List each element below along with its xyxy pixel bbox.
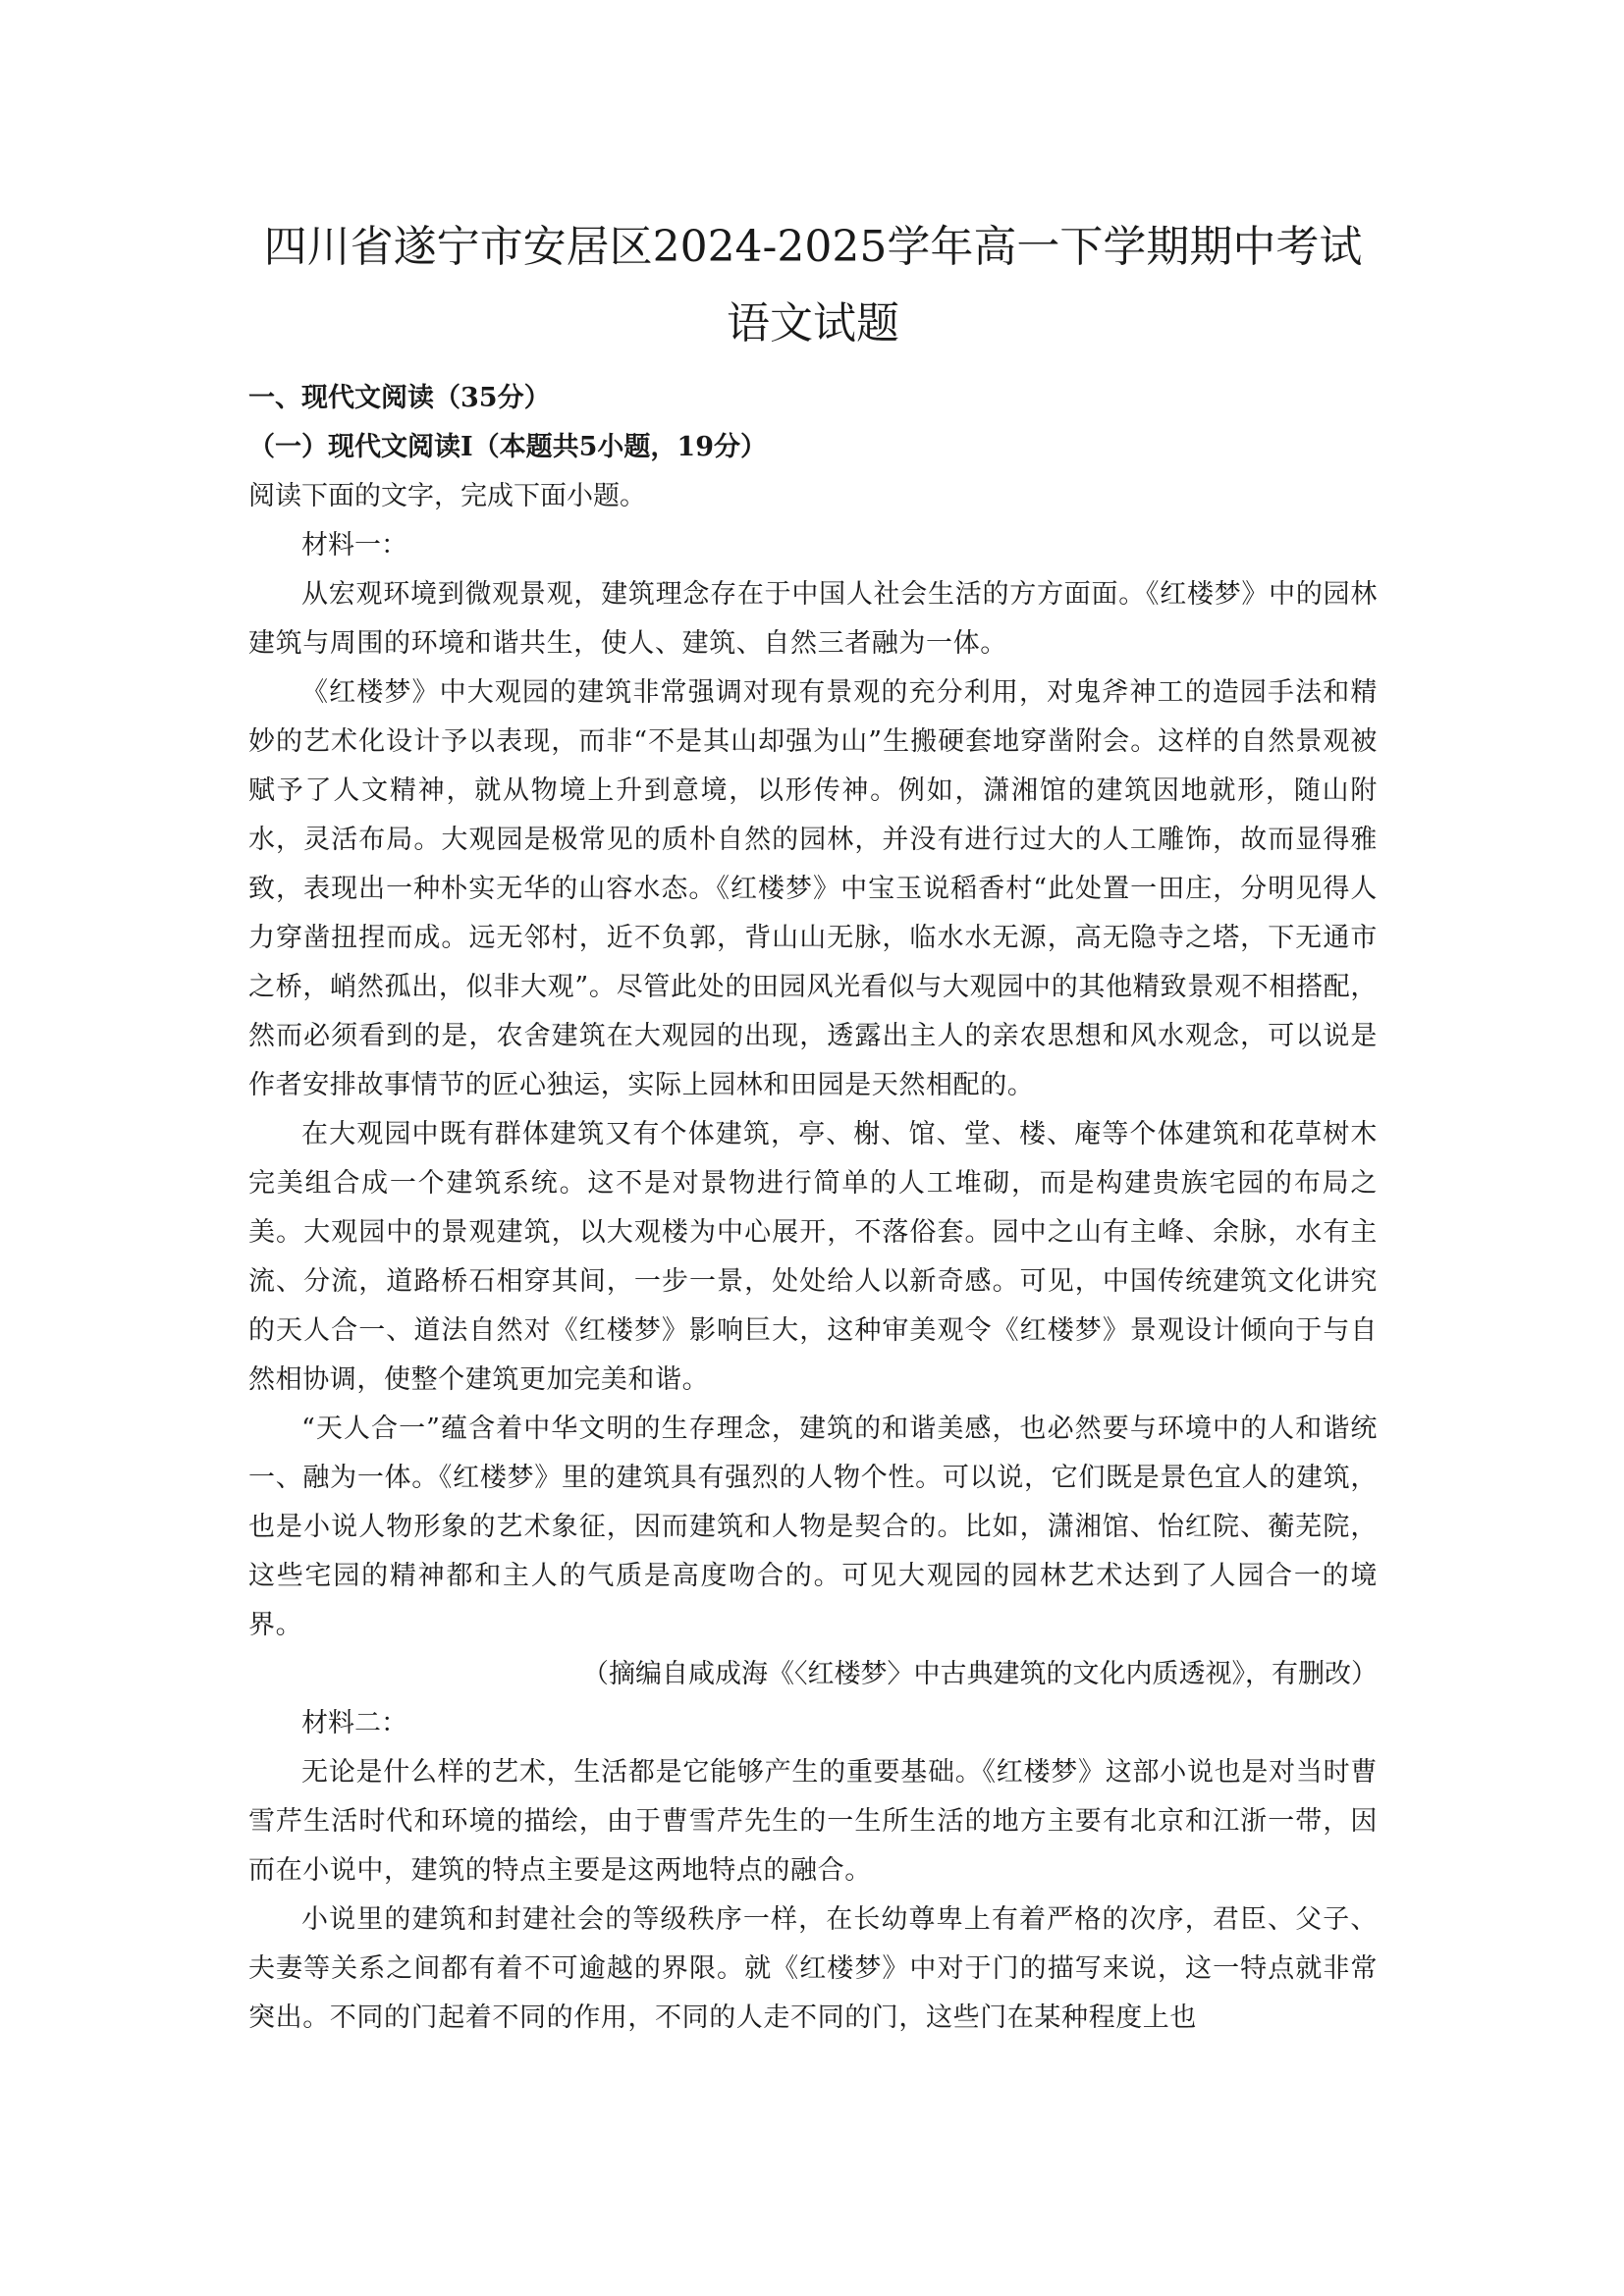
material-one-paragraph-4: “天人合一”蕴含着中华文明的生存理念，建筑的和谐美感，也必然要与环境中的人和谐统一、融为一体。《红楼梦》里的建筑具有强烈的人物个性。可以说，它们既是景色宜人的建筑，也是小说人物形象的艺术象征，因而建筑和人物是契合的。比如，潇湘馆、怡红院、蘅芜院，这些宅园的精神都和主人的气质是高度吻合的。可见大观园的园林艺术达到了人园合一的境界。 bbox=[248, 1414, 1378, 1640]
material-one-label: 材料一： bbox=[301, 530, 407, 561]
material-two-label: 材料二： bbox=[301, 1708, 407, 1738]
reading-instruction: 阅读下面的文字，完成下面小题。 bbox=[248, 481, 646, 511]
material-two-paragraph-1: 无论是什么样的艺术，生活都是它能够产生的重要基础。《红楼梦》这部小说也是对当时曹雪芹生活时代和环境的描绘，由于曹雪芹先生的一生所生活的地方主要有北京和江浙一带，因而在小说中，建筑的特点主要是这两地特点的融合。 bbox=[248, 1757, 1378, 1886]
material-one-paragraph-3: 在大观园中既有群体建筑又有个体建筑，亭、榭、馆、堂、楼、庵等个体建筑和花草树木完美组合成一个建筑系统。这不是对景物进行简单的人工堆砌，而是构建贵族宅园的布局之美。大观园中的景观建筑，以大观楼为中心展开，不落俗套。园中之山有主峰、余脉，水有主流、分流，道路桥石相穿其间，一步一景，处处给人以新奇感。可见，中国传统建筑文化讲究的天人合一、道法自然对《红楼梦》影响巨大，这种审美观令《红楼梦》景观设计倾向于与自然相协调，使整个建筑更加完美和谐。 bbox=[248, 1119, 1378, 1395]
section-heading: 一、现代文阅读（35分） bbox=[248, 383, 551, 413]
material-one-paragraph-1: 从宏观环境到微观景观，建筑理念存在于中国人社会生活的方方面面。《红楼梦》中的园林建筑与周围的环境和谐共生，使人、建筑、自然三者融为一体。 bbox=[248, 579, 1378, 659]
document-page bbox=[248, 209, 1378, 2043]
sub-heading: （一）现代文阅读I（本题共5小题，19分） bbox=[248, 432, 767, 462]
material-two-paragraph-2: 小说里的建筑和封建社会的等级秩序一样，在长幼尊卑上有着严格的次序，君臣、父子、夫妻等关系之间都有着不可逾越的界限。就《红楼梦》中对于门的描写来说，这一特点就非常突出。不同的门起着不同的作用，不同的人走不同的门，这些门在某种程度上也 bbox=[248, 1904, 1378, 2033]
material-one-paragraph-2: 《红楼梦》中大观园的建筑非常强调对现有景观的充分利用，对鬼斧神工的造园手法和精妙的艺术化设计予以表现，而非“不是其山却强为山”生搬硬套地穿凿附会。这样的自然景观被赋予了人文精神，就从物境上升到意境，以形传神。例如，潇湘馆的建筑因地就形，随山附水，灵活布局。大观园是极常见的质朴自然的园林，并没有进行过大的人工雕饰，故而显得雅致，表现出一种朴实无华的山容水态。《红楼梦》中宝玉说稻香村“此处置一田庄，分明见得人力穿凿扭捏而成。远无邻村，近不负郭，背山山无脉，临水水无源，高无隐寺之塔，下无通市之桥，峭然孤出，似非大观”。尽管此处的田园风光看似与大观园中的其他精致景观不相搭配，然而必须看到的是，农舍建筑在大观园的出现，透露出主人的亲农思想和风水观念，可以说是作者安排故事情节的匠心独运，实际上园林和田园是天然相配的。 bbox=[248, 677, 1378, 1100]
document-title: 四川省遂宁市安居区2024-2025学年高一下学期期中考试语文试题 bbox=[263, 222, 1363, 348]
material-one-citation: （摘编自咸成海《〈红楼梦〉中古典建筑的文化内质透视》，有删改） bbox=[582, 1659, 1378, 1689]
